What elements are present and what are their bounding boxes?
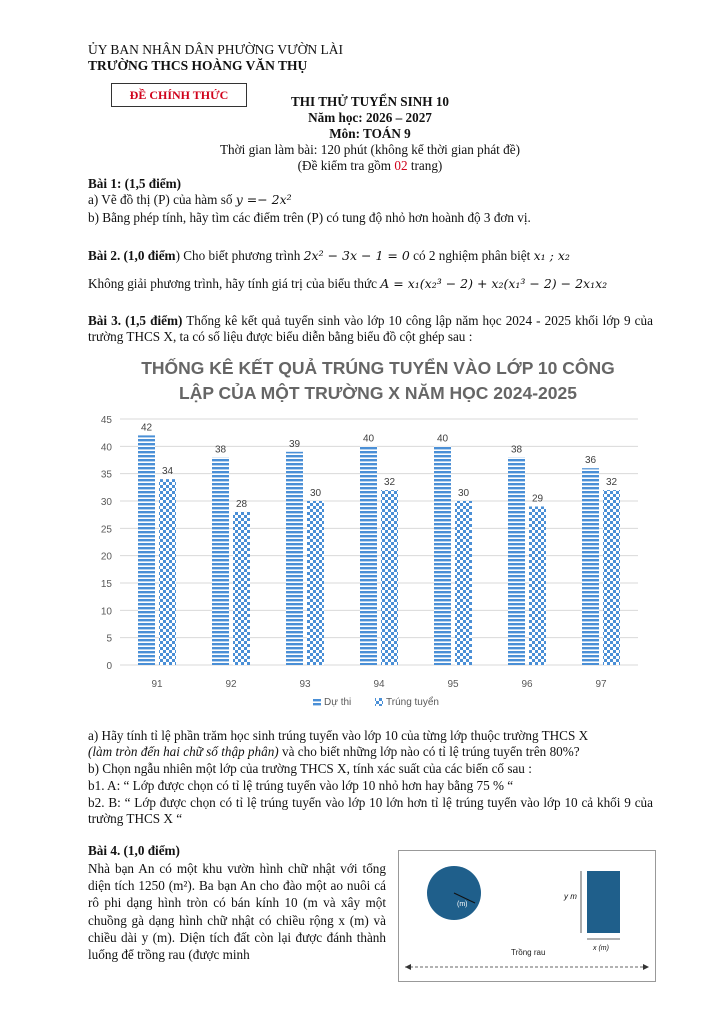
pages-number: 02	[394, 158, 408, 173]
chicken-coop-rect	[587, 871, 620, 933]
data-label: 40	[436, 433, 449, 445]
x-tick-label: 93	[299, 679, 311, 690]
y-tick-label: 20	[100, 551, 112, 563]
exam-time: Thời gian làm bài: 120 phút (không kể thời gian phát đề)	[220, 142, 520, 157]
bai1-a-text: a) Vẽ đồ thị (P) của hàm số	[88, 192, 236, 207]
data-label: 38	[214, 444, 227, 456]
chart-bars	[138, 435, 620, 665]
y-tick-label: 30	[100, 497, 112, 508]
y-tick-label: 10	[100, 606, 112, 618]
chart-title-line1: THỐNG KÊ KẾT QUẢ TRÚNG TUYỂN VÀO LỚP 10 CÔNG	[141, 358, 615, 378]
data-label: 34	[161, 466, 174, 478]
bai3-qa-2-rest: và cho biết những lớp nào có tỉ lệ trúng tuyển trên 80%?	[278, 744, 580, 759]
legend-label: Dự thi	[324, 697, 352, 708]
bai3-title: Bài 3. (1,5 điểm)	[88, 313, 183, 328]
data-label: 36	[584, 455, 597, 467]
x-tick-label: 91	[151, 679, 163, 690]
y-tick-label: 35	[100, 469, 112, 481]
exam-pages	[240, 158, 500, 174]
bar-trung-tuyen	[529, 506, 546, 665]
authority-name: ỦY BAN NHÂN DÂN PHƯỜNG VƯỜN LÀI	[88, 42, 343, 57]
bai3-intro	[88, 313, 653, 345]
school-name: TRƯỜNG THCS HOÀNG VĂN THỤ	[88, 58, 308, 73]
legend-label: Trúng tuyển	[386, 697, 439, 708]
y-tick-label: 5	[106, 633, 112, 645]
bai1-title: Bài 1: (1,5 điểm)	[88, 176, 182, 191]
y-tick-label: 15	[100, 579, 112, 590]
exam-subject: Môn: TOÁN 9	[329, 126, 411, 141]
pages-prefix: (Đề kiểm tra gồm	[297, 158, 395, 173]
legend-swatch	[375, 698, 383, 706]
y-tick-label: 45	[100, 415, 112, 426]
chart	[88, 347, 649, 725]
exam-title: THI THỬ TUYỂN SINH 10	[290, 94, 450, 109]
data-label: 32	[383, 477, 396, 489]
bai1-a	[88, 192, 653, 208]
bar-trung-tuyen	[455, 501, 472, 665]
bai3-qa-2	[88, 744, 653, 760]
bai1-b: b) Bằng phép tính, hãy tìm các điểm trên (P) có tung độ nhỏ hơn hoành độ 3 đơn vị.	[88, 210, 531, 225]
bar-trung-tuyen	[603, 490, 620, 665]
data-label: 29	[531, 493, 544, 505]
pond-radius-label: (m)	[457, 901, 468, 908]
bai3-qb2: b2. B: “ Lớp được chọn có tỉ lệ trúng tuyển vào lớp 10 lớn hơn tỉ lệ trúng tuyển vào lớp 10 cả khối 9 của trường THCS X “	[88, 795, 653, 826]
y-tick-label: 0	[106, 661, 112, 672]
bar-du-thi	[508, 457, 525, 665]
bai2-roots: x₁ ; x₂	[533, 248, 570, 263]
bai2-line1	[88, 248, 653, 264]
exam-year: Năm học: 2026 – 2027	[308, 110, 432, 125]
bar-du-thi	[286, 452, 303, 665]
chart-legend	[313, 696, 439, 708]
legend-swatch	[313, 698, 321, 706]
bai4-title: Bài 4. (1,0 điểm)	[88, 843, 180, 858]
arrow-right-icon	[643, 964, 649, 970]
bai2-title: Bài 2. (1,0 điểm	[88, 248, 176, 263]
bar-trung-tuyen	[381, 490, 398, 665]
bai3-qb1: b1. A: “ Lớp được chọn có tỉ lệ trúng tuyển vào lớp 10 nhỏ hơn hay bằng 75 % “	[88, 778, 514, 793]
bai3-intro-text: Thống kê kết quả tuyển sinh vào lớp 10 công lập năm học 2024 - 2025 khối lớp 9 của trường THCS X, ta có số liệu được biểu diễn bằng biểu đồ cột ghép sau :	[88, 313, 653, 344]
x-tick-label: 95	[447, 679, 459, 690]
bar-du-thi	[434, 446, 451, 665]
vegetable-label: Trồng rau	[511, 948, 546, 957]
bai2-line2-text: Không giải phương trình, hãy tính giá trị của biểu thức	[88, 276, 381, 291]
y-tick-label: 25	[100, 524, 112, 536]
y-tick-label: 40	[100, 442, 112, 454]
data-label: 42	[140, 422, 153, 434]
arrow-left-icon	[405, 964, 411, 970]
bai1-a-formula: y =− 2x²	[235, 192, 292, 207]
bar-du-thi	[582, 468, 599, 665]
bar-du-thi	[212, 457, 229, 665]
data-label: 30	[309, 488, 322, 499]
data-label: 30	[457, 488, 470, 499]
x-tick-label: 94	[373, 679, 385, 690]
bar-du-thi	[138, 435, 155, 665]
bai2-expression: A = x₁(x₂³ − 2) + x₂(x₁³ − 2) − 2x₁x₂	[380, 276, 608, 291]
bai2-line2	[88, 276, 653, 292]
garden-figure	[398, 850, 656, 982]
bai3-qa-2-italic: (làm tròn đến hai chữ số thập phân)	[88, 744, 279, 759]
bar-du-thi	[360, 446, 377, 665]
x-tick-label: 92	[225, 679, 237, 690]
bai3-qb: b) Chọn ngẫu nhiên một lớp của trường THCS X, tính xác suất của các biến cố sau :	[88, 761, 532, 776]
garden-figure-svg	[399, 851, 655, 981]
chart-grid	[120, 419, 638, 665]
bai2-intro: ) Cho biết phương trình	[175, 248, 304, 263]
data-label: 40	[362, 433, 375, 445]
data-label: 32	[605, 477, 618, 489]
bar-trung-tuyen	[307, 501, 324, 665]
bar-trung-tuyen	[233, 512, 250, 665]
bai4-text: Nhà bạn An có một khu vườn hình chữ nhật với tổng diện tích 1250 (m²). Ba bạn An cho đào một ao nuôi cá rô phi dạng hình tròn có bán kính 10 (m và xây một chuồng gà dạng hình chữ nhật có chiều rộng x (m) và chiều dài y (m). Diện tích đất còn lại được đánh thành luống để trồng rau (được minh	[88, 861, 386, 963]
chart-svg	[88, 347, 649, 725]
data-label: 38	[510, 444, 523, 456]
official-stamp: ĐỀ CHÍNH THỨC	[111, 83, 247, 107]
x-tick-label: 97	[595, 679, 607, 690]
bai2-mid: có 2 nghiệm phân biệt	[409, 248, 534, 263]
x-tick-label: 96	[521, 679, 533, 690]
bai2-equation: 2x² − 3x − 1 = 0	[303, 248, 410, 263]
chart-title-line2: LẬP CỦA MỘT TRƯỜNG X NĂM HỌC 2024-2025	[179, 383, 577, 403]
data-label: 28	[235, 498, 248, 510]
coop-x-label: x (m)	[593, 945, 609, 952]
data-label: 39	[288, 438, 301, 450]
bai3-qa-1: a) Hãy tính tỉ lệ phần trăm học sinh trúng tuyển vào lớp 10 của từng lớp thuộc trường THCS X	[88, 728, 589, 743]
bar-trung-tuyen	[159, 479, 176, 665]
coop-y-label: y m	[564, 892, 577, 901]
pages-suffix: trang)	[407, 158, 443, 173]
